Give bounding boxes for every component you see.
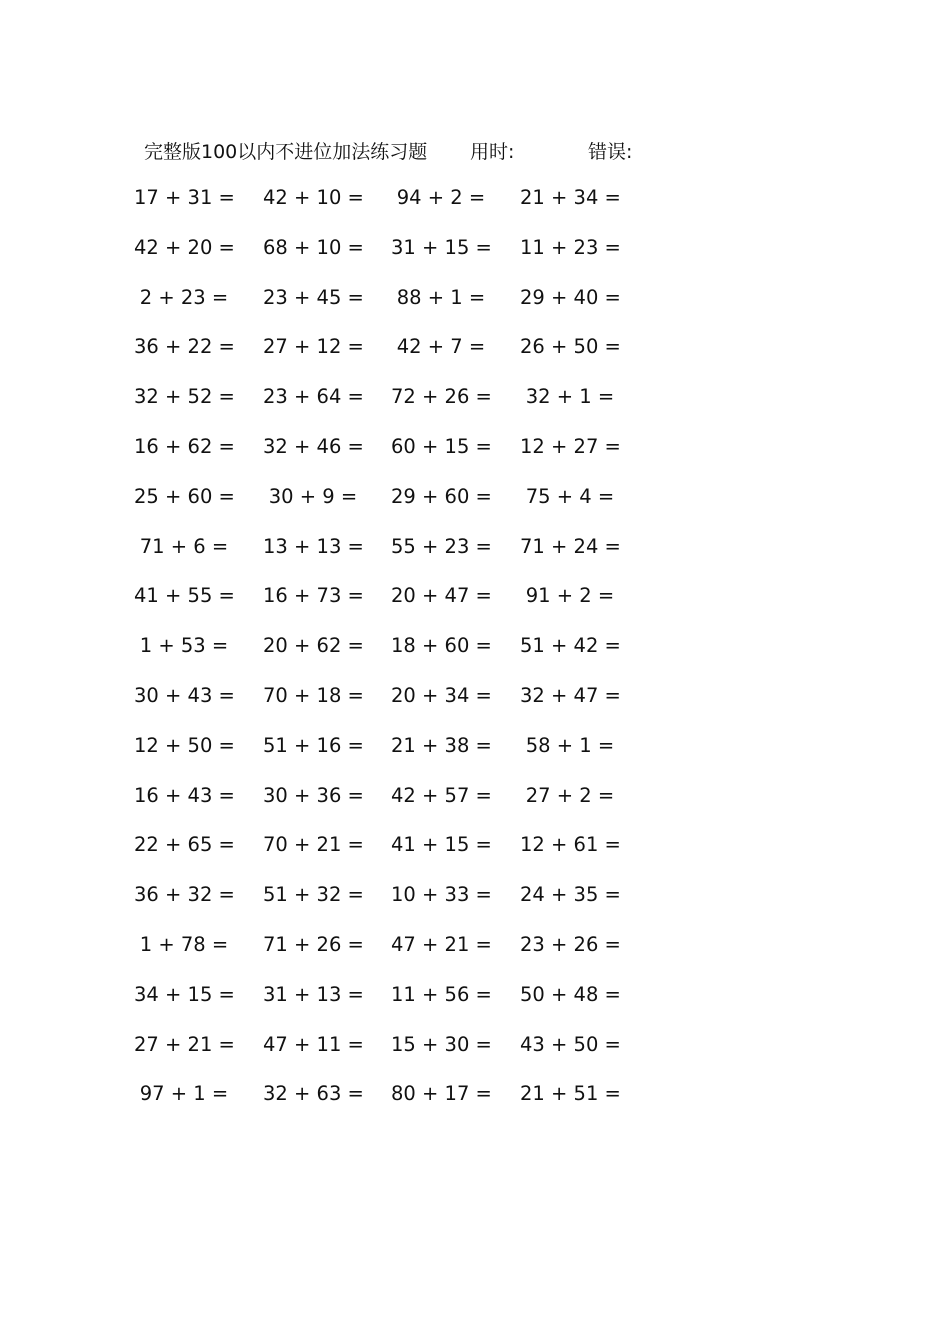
addition-problem: 12 + 50 = [134, 733, 235, 757]
worksheet-title: 完整版100以内不进位加法练习题 [144, 141, 428, 163]
problem-row [0, 385, 950, 435]
addition-problem: 75 + 4 = [525, 484, 615, 508]
addition-problem: 94 + 2 = [396, 186, 486, 209]
addition-problem: 29 + 60 = [391, 484, 492, 508]
problem-row [0, 784, 950, 834]
addition-problem: 17 + 31 = [134, 186, 235, 209]
addition-problem: 27 + 2 = [525, 783, 615, 807]
addition-problem: 42 + 7 = [396, 335, 486, 359]
addition-problem: 26 + 50 = [520, 335, 621, 359]
problem-row [0, 1082, 950, 1132]
problem-row [0, 186, 950, 236]
addition-problem: 32 + 47 = [520, 683, 621, 707]
addition-problem: 29 + 40 = [520, 285, 621, 309]
addition-problem: 21 + 51 = [520, 1082, 621, 1106]
addition-problem: 13 + 13 = [263, 534, 364, 558]
problem-row [0, 535, 950, 585]
addition-problem: 16 + 62 = [134, 434, 235, 458]
addition-problem: 72 + 26 = [391, 385, 492, 409]
addition-problem: 25 + 60 = [134, 484, 235, 508]
problem-row [0, 833, 950, 883]
addition-problem: 36 + 32 = [134, 883, 235, 907]
addition-problem: 22 + 65 = [134, 833, 235, 857]
addition-problem: 70 + 21 = [263, 833, 364, 857]
problem-row [0, 983, 950, 1033]
addition-problem: 51 + 32 = [263, 883, 364, 907]
addition-problem: 47 + 21 = [391, 932, 492, 956]
problem-row [0, 684, 950, 734]
addition-problem: 41 + 15 = [391, 833, 492, 857]
addition-problem: 15 + 30 = [391, 1032, 492, 1056]
addition-problem: 71 + 6 = [139, 534, 229, 558]
addition-problem: 1 + 78 = [139, 932, 229, 956]
addition-problem: 41 + 55 = [134, 584, 235, 608]
time-label: 用时: [470, 141, 515, 163]
problem-row [0, 335, 950, 385]
addition-problem: 10 + 33 = [391, 883, 492, 907]
addition-problem: 31 + 15 = [391, 235, 492, 259]
addition-problem: 97 + 1 = [139, 1082, 229, 1106]
addition-problem: 71 + 26 = [263, 932, 364, 956]
problem-row [0, 933, 950, 983]
addition-problem: 68 + 10 = [263, 235, 364, 259]
problem-row [0, 236, 950, 286]
addition-problem: 27 + 21 = [134, 1032, 235, 1056]
problem-row [0, 634, 950, 684]
addition-problem: 88 + 1 = [396, 285, 486, 309]
problem-row [0, 485, 950, 535]
problem-grid [0, 186, 950, 1132]
addition-problem: 47 + 11 = [263, 1032, 364, 1056]
addition-problem: 51 + 16 = [263, 733, 364, 757]
problem-row [0, 435, 950, 485]
addition-problem: 58 + 1 = [525, 733, 615, 757]
addition-problem: 21 + 38 = [391, 733, 492, 757]
addition-problem: 55 + 23 = [391, 534, 492, 558]
addition-problem: 20 + 62 = [263, 634, 364, 658]
addition-problem: 36 + 22 = [134, 335, 235, 359]
addition-problem: 24 + 35 = [520, 883, 621, 907]
addition-problem: 2 + 23 = [139, 285, 229, 309]
addition-problem: 23 + 45 = [263, 285, 364, 309]
error-label: 错误: [588, 141, 633, 163]
addition-problem: 60 + 15 = [391, 434, 492, 458]
addition-problem: 23 + 64 = [263, 385, 364, 409]
addition-problem: 50 + 48 = [520, 982, 621, 1006]
addition-problem: 30 + 36 = [263, 783, 364, 807]
addition-problem: 32 + 63 = [263, 1082, 364, 1106]
addition-problem: 23 + 26 = [520, 932, 621, 956]
addition-problem: 32 + 1 = [525, 385, 615, 409]
addition-problem: 80 + 17 = [391, 1082, 492, 1106]
addition-problem: 16 + 73 = [263, 584, 364, 608]
addition-problem: 12 + 27 = [520, 434, 621, 458]
problem-row [0, 1033, 950, 1083]
addition-problem: 31 + 13 = [263, 982, 364, 1006]
addition-problem: 18 + 60 = [391, 634, 492, 658]
addition-problem: 27 + 12 = [263, 335, 364, 359]
addition-problem: 42 + 57 = [391, 783, 492, 807]
addition-problem: 42 + 20 = [134, 235, 235, 259]
problem-row [0, 734, 950, 784]
addition-problem: 30 + 43 = [134, 683, 235, 707]
worksheet-header [0, 137, 950, 165]
addition-problem: 71 + 24 = [520, 534, 621, 558]
problem-row [0, 286, 950, 336]
addition-problem: 12 + 61 = [520, 833, 621, 857]
addition-problem: 34 + 15 = [134, 982, 235, 1006]
addition-problem: 32 + 52 = [134, 385, 235, 409]
addition-problem: 20 + 47 = [391, 584, 492, 608]
addition-problem: 51 + 42 = [520, 634, 621, 658]
addition-problem: 11 + 23 = [520, 235, 621, 259]
addition-problem: 70 + 18 = [263, 683, 364, 707]
addition-problem: 32 + 46 = [263, 434, 364, 458]
addition-problem: 16 + 43 = [134, 783, 235, 807]
addition-problem: 21 + 34 = [520, 186, 621, 209]
addition-problem: 20 + 34 = [391, 683, 492, 707]
problem-row [0, 584, 950, 634]
addition-problem: 42 + 10 = [263, 186, 364, 209]
addition-problem: 43 + 50 = [520, 1032, 621, 1056]
addition-problem: 91 + 2 = [525, 584, 615, 608]
addition-problem: 30 + 9 = [268, 484, 358, 508]
addition-problem: 11 + 56 = [391, 982, 492, 1006]
addition-problem: 1 + 53 = [139, 634, 229, 658]
problem-row [0, 883, 950, 933]
